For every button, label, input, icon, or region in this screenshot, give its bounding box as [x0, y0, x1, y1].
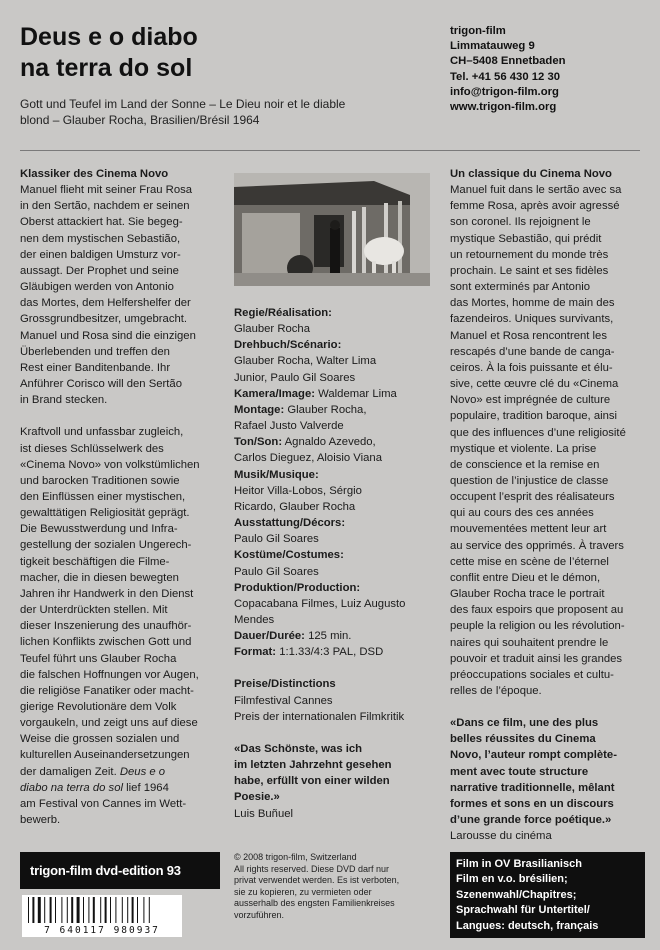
edition-label: trigon-film dvd-edition 93: [20, 852, 220, 889]
film-still: [234, 173, 430, 286]
larousse-quote-author: Larousse du cinéma: [450, 830, 552, 843]
design-label: Ausstattung/Décors:: [234, 517, 346, 530]
barcode-bar: [115, 897, 116, 923]
production-label: Produktion/Production:: [234, 581, 361, 594]
barcode-bar: [61, 897, 62, 923]
camera-value: Waldemar Lima: [315, 387, 397, 400]
barcode-bars: [22, 895, 182, 925]
dvd-info-line-2: Film en v.o. brésilien;: [456, 873, 568, 886]
format-label: Format:: [234, 646, 277, 659]
bunuel-quote-author: Luis Buñuel: [234, 807, 294, 820]
barcode-bar: [55, 897, 56, 923]
barcode-bar: [93, 897, 95, 923]
film-subtitle: Gott und Teufel im Land der Sonne – Le Dieu noir et le diable blond – Glauber Rocha, Brasilien/Brésil 1964: [20, 97, 346, 127]
german-paragraph-2: [20, 424, 220, 828]
header-divider: [20, 150, 640, 151]
script-value: Glauber Rocha, Walter Lima Junior, Paulo Gil Soares: [234, 355, 377, 384]
copyright-line-1: © 2008 trigon-film, Switzerland: [234, 852, 357, 862]
costumes-label: Kostüme/Costumes:: [234, 549, 344, 562]
barcode-bar: [32, 897, 34, 923]
sound-line: [234, 434, 430, 466]
german-paragraph-1: Manuel flieht mit seiner Frau Rosa in den Sertão, nachdem er seinen Oberst attackiert hat. Sie begeg- nen dem mystischen Sebastião, der einen baldigen Umsturz vor- aussagt. Der Prophet und seine Gläubigen werden von Antonio das Mortes, dem Helfershelfer der Grossgrundbesitzer, umgebracht. Manuel und Rosa sind die einzigen Überlebenden und treffen den Rest einer Banditenbande. Ihr Anführer Corisco will den Sertão in Brand stecken.: [20, 184, 196, 407]
french-paragraph-1: Manuel fuit dans le sertão avec sa femme Rosa, après avoir agressé son coronel. Ils rejoignent le mystique Sebastião, qui prédit un retournement du monde très prochain. Le saint et ses fidèles sont exterminés par Antonio das Mortes, homme de main des fazendeiros. Uniques survivants, Manuel et Rosa rencontrent les rescapés d’une bande de canga- ceiros. À la fois puissante et élu- sive, cette œuvre clé du «Cinema Novo» est imprégnée de culture populaire, tradition baroque, ainsi que des influences d’une religiosité mystique et violente. La prise de conscience et la remise en question de l’injustice de classe occupent l’esprit des réalisateurs qui au cours des ces années mouvementées mettent leur art au service des opprimés. À travers cette mise en scène de l’éternel conflit entre Dieu et le démon, Glauber Rocha trace le portrait des faux espoirs que proposent au peuple la religion ou les révolution- naires qui souhaitent prendre le pouvoir et traduit ainsi les grandes préoccupations sociales et cultu- relles de l’époque.: [450, 184, 626, 697]
french-heading: Un classique du Cinema Novo: [450, 168, 612, 180]
barcode-bar: [132, 897, 134, 923]
barcode-bar: [67, 897, 68, 923]
barcode-bar: [100, 897, 101, 923]
copyright-line-3: privat verwendet werden. Es ist verboten,: [234, 875, 400, 885]
duration-value: 125 min.: [304, 630, 352, 643]
german-paragraph-2-text: Kraftvoll und unfassbar zugleich, ist dieses Schlüsselwerk des «Cinema Novo» von volkstümlichen und barocken Traditionen sowie den Einflüssen einer mystischen, gewalttätigen Religiosität geprägt. Die Bewusstwerdung und Infra- gestellung der sozialen Ungerech- tigkeit beschäftigen die Filme- macher, die in diesen bewegten Jahren ihr Handwerk in den Dienst der Unterdrückten stellen. Mit dieser Inszenierung des unaufhör- lichen Konflikts zwischen Gott und Teufel führt uns Glauber Rocha die falschen Hoffnungen vor Augen, die religiöse Fanatiker oder macht- gierige Revolutionäre dem Volk vorgaukeln, und zeigt uns auf diese Weise die grossen sozialen und kulturellen Auseinandersetzungen der damaligen Zeit.: [20, 426, 200, 778]
music-value: Heitor Villa-Lobos, Sérgio Ricardo, Glauber Rocha: [234, 484, 362, 513]
duration-line: [234, 628, 430, 644]
dvd-info-line-1: Film in OV Brasilianisch: [456, 858, 582, 870]
film-still-image: [234, 173, 430, 286]
distributor-name: trigon-film: [450, 25, 506, 37]
copyright-line-2: All rights reserved. Diese DVD darf nur: [234, 863, 390, 874]
german-paragraph-2-end: lief 1964 am Festival von Cannes im Wett- bewerb.: [20, 781, 187, 827]
barcode-bar: [50, 897, 52, 923]
barcode-bar: [71, 897, 73, 923]
director-value: Glauber Rocha: [234, 323, 310, 336]
barcode-bar: [44, 897, 45, 923]
copyright-notice: [234, 852, 434, 921]
film-title-line-1: Deus e o diabo: [20, 23, 198, 51]
sound-label: Ton/Son:: [234, 436, 283, 449]
german-heading: Klassiker des Cinema Novo: [20, 168, 169, 180]
music-label: Musik/Musique:: [234, 468, 319, 481]
distributor-phone: Tel. +41 56 430 12 30: [450, 70, 561, 83]
design-value: Paulo Gil Soares: [234, 533, 319, 546]
script-label: Drehbuch/Scénario:: [234, 339, 342, 352]
editing-line: [234, 402, 430, 434]
camera-label: Kamera/Image:: [234, 387, 315, 400]
distributor-website[interactable]: www.trigon-film.org: [450, 101, 557, 114]
costumes-value: Paulo Gil Soares: [234, 565, 319, 578]
barcode-bar: [28, 897, 29, 923]
copyright-line-6: vorzuführen.: [234, 909, 285, 920]
distributor-city: CH–5408 Ennetbaden: [450, 55, 566, 68]
barcode-bar: [122, 897, 123, 923]
german-synopsis: [20, 166, 220, 828]
awards-label: Preise/Distinctions: [234, 678, 336, 691]
film-title: [20, 22, 420, 84]
editing-label: Montage:: [234, 403, 285, 416]
duration-label: Dauer/Durée:: [234, 630, 305, 643]
larousse-quote: «Dans ce film, une des plus belles réussites du Cinema Novo, l’auteur rompt complète- ment avec toute structure narrative traditionnelle, mêlant formes et sons en un discours d’une grande force poétique.»: [450, 717, 617, 827]
barcode-bar: [110, 897, 111, 923]
barcode-bar: [105, 897, 107, 923]
barcode-bar: [143, 897, 144, 923]
barcode-bar: [88, 897, 89, 923]
format-line: [234, 644, 430, 660]
barcode-bar: [149, 897, 150, 923]
copyright-line-4: sie zu kopieren, zu vermieten oder: [234, 886, 372, 897]
distributor-contact: [450, 24, 566, 115]
bunuel-quote: «Das Schönste, was ich im letzten Jahrzehnt gesehen habe, erfüllt von einer wilden Poesie.»: [234, 742, 392, 804]
dvd-info-line-5: Langues: deutsch, français: [456, 919, 599, 932]
barcode-bar: [83, 897, 84, 923]
barcode-bar: [137, 897, 138, 923]
format-value: 1:1.33/4:3 PAL, DSD: [276, 646, 384, 659]
barcode-number: 7 640117 980937: [22, 925, 182, 937]
credits: [234, 305, 430, 822]
sound-value: Agnaldo Azevedo, Carlos Dieguez, Aloisio Viana: [234, 436, 382, 465]
editing-value: Glauber Rocha, Rafael Justo Valverde: [234, 403, 367, 433]
distributor-email[interactable]: info@trigon-film.org: [450, 85, 559, 98]
dvd-info-line-3: Szenenwahl/Chapitres;: [456, 888, 577, 901]
film-title-line-2: na terra do sol: [20, 54, 193, 82]
barcode-bar: [38, 897, 41, 923]
copyright-line-5: ausserhalb des engsten Familienkreises: [234, 898, 395, 908]
camera-line: [234, 386, 430, 402]
barcode-bar: [77, 897, 80, 923]
barcode-bar: [127, 897, 128, 923]
awards-value: Filmfestival Cannes Preis der internationalen Filmkritik: [234, 694, 405, 723]
distributor-street: Limmatauweg 9: [450, 40, 535, 53]
production-value: Copacabana Filmes, Luiz Augusto Mendes: [234, 597, 406, 626]
dvd-language-info: [450, 852, 645, 938]
director-label: Regie/Réalisation:: [234, 307, 332, 319]
dvd-info-line-4: Sprachwahl für Untertitel/: [456, 904, 590, 917]
french-synopsis: [450, 166, 645, 844]
german-film-title-italic: Deus e o diabo na terra do sol: [20, 765, 166, 794]
